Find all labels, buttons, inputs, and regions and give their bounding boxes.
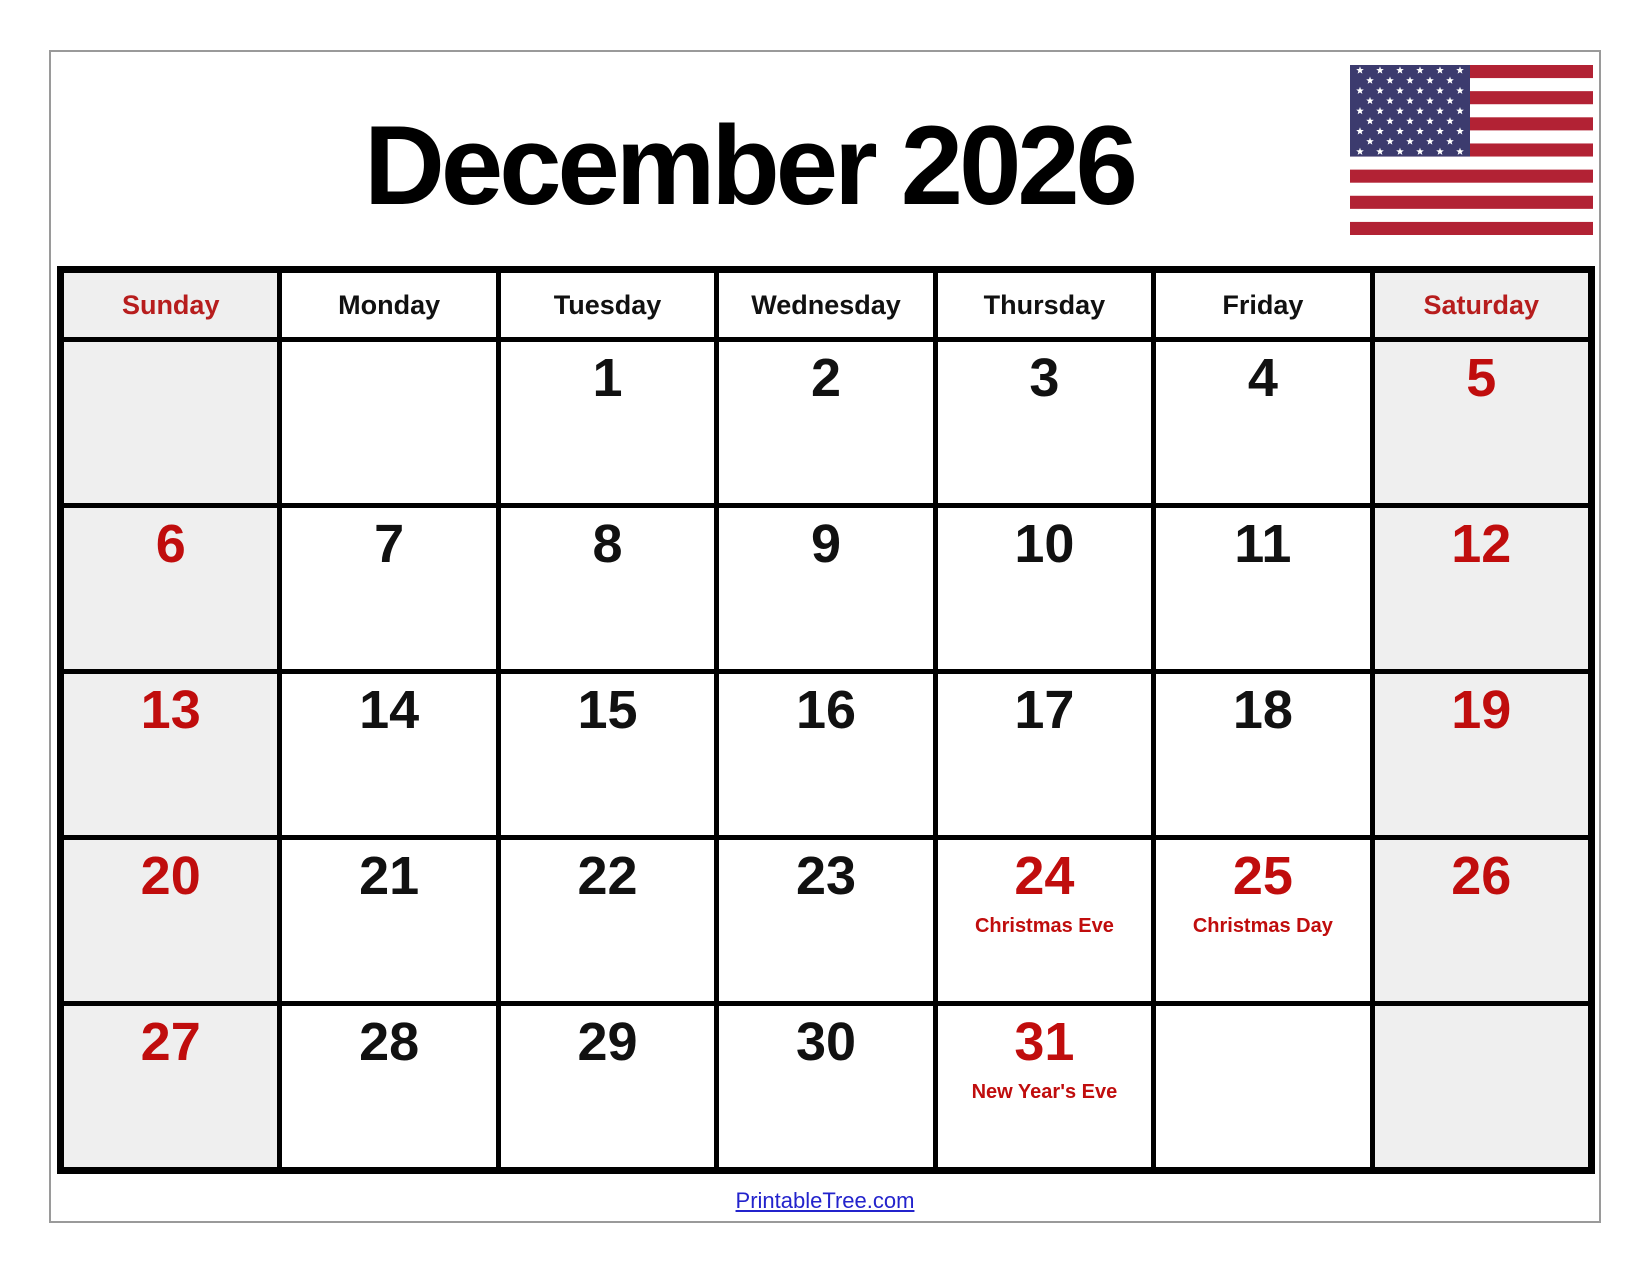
date-number: 12 bbox=[1451, 514, 1512, 574]
calendar-grid bbox=[57, 266, 1595, 1174]
date-number: 4 bbox=[1247, 348, 1278, 408]
weekday-header-monday bbox=[282, 273, 495, 337]
date-number: 7 bbox=[374, 514, 405, 574]
calendar-cell-11 bbox=[1156, 508, 1369, 669]
calendar-cell-10 bbox=[938, 508, 1151, 669]
calendar-cell-6 bbox=[64, 508, 277, 669]
weekday-header-tuesday bbox=[501, 273, 714, 337]
date-number: 23 bbox=[795, 846, 857, 906]
calendar-cell-28 bbox=[282, 1006, 495, 1167]
printabletree-link[interactable]: PrintableTree.com bbox=[735, 1188, 915, 1213]
weekday-header-wednesday bbox=[719, 273, 932, 337]
weekday-header-saturday bbox=[1375, 273, 1588, 337]
weekday-header-label: Tuesday bbox=[553, 289, 662, 320]
date-number: 21 bbox=[359, 846, 420, 906]
date-number: 25 bbox=[1232, 846, 1293, 906]
date-number: 22 bbox=[577, 846, 638, 906]
date-number: 6 bbox=[155, 514, 186, 574]
calendar-cell-20 bbox=[64, 840, 277, 1001]
date-number: 26 bbox=[1451, 846, 1512, 906]
weekday-header-thursday bbox=[938, 273, 1151, 337]
date-number: 27 bbox=[140, 1012, 201, 1072]
date-number: 9 bbox=[810, 514, 842, 574]
calendar-cell-5 bbox=[1375, 342, 1588, 503]
footer bbox=[51, 1188, 1599, 1214]
date-number: 8 bbox=[592, 514, 623, 574]
calendar-cell-24 bbox=[938, 840, 1151, 1001]
calendar-cell-16 bbox=[719, 674, 932, 835]
date-number: 10 bbox=[1014, 514, 1075, 574]
date-number: 16 bbox=[795, 680, 857, 740]
weekday-header-label: Monday bbox=[338, 289, 441, 320]
weekday-header-label: Sunday bbox=[121, 289, 220, 320]
calendar-cell-3 bbox=[938, 342, 1151, 503]
holiday-label: Christmas Day bbox=[1192, 914, 1333, 937]
calendar-cell-empty bbox=[282, 342, 495, 503]
weekday-header-label: Friday bbox=[1222, 289, 1304, 320]
date-number: 30 bbox=[795, 1012, 857, 1072]
calendar-cell-17 bbox=[938, 674, 1151, 835]
calendar-cell-2 bbox=[719, 342, 932, 503]
calendar-cell-21 bbox=[282, 840, 495, 1001]
calendar-cell-14 bbox=[282, 674, 495, 835]
holiday-label: Christmas Eve bbox=[974, 914, 1114, 937]
calendar-cell-23 bbox=[719, 840, 932, 1001]
calendar-cell-30 bbox=[719, 1006, 932, 1167]
date-number: 17 bbox=[1014, 680, 1075, 740]
calendar-cell-26 bbox=[1375, 840, 1588, 1001]
date-number: 31 bbox=[1014, 1012, 1075, 1072]
calendar-cell-13 bbox=[64, 674, 277, 835]
calendar-cell-27 bbox=[64, 1006, 277, 1167]
date-number: 11 bbox=[1234, 514, 1292, 574]
calendar-cell-22 bbox=[501, 840, 714, 1001]
page-title: December 2026 bbox=[364, 103, 1134, 228]
date-number: 5 bbox=[1466, 348, 1497, 408]
calendar-cell-18 bbox=[1156, 674, 1369, 835]
calendar-cell-7 bbox=[282, 508, 495, 669]
date-number: 24 bbox=[1014, 846, 1075, 906]
calendar-cell-empty bbox=[1375, 1006, 1588, 1167]
weekday-header-label: Wednesday bbox=[751, 289, 901, 320]
calendar-cell-31 bbox=[938, 1006, 1151, 1167]
date-number: 13 bbox=[140, 680, 201, 740]
calendar-cell-8 bbox=[501, 508, 714, 669]
date-number: 3 bbox=[1029, 348, 1060, 408]
weekday-header-label: Thursday bbox=[983, 289, 1106, 320]
date-number: 18 bbox=[1232, 680, 1293, 740]
calendar-cell-15 bbox=[501, 674, 714, 835]
date-number: 2 bbox=[810, 348, 842, 408]
date-number: 19 bbox=[1451, 680, 1512, 740]
weekday-header-label: Saturday bbox=[1423, 289, 1540, 320]
calendar-cell-19 bbox=[1375, 674, 1588, 835]
date-number: 20 bbox=[140, 846, 201, 906]
calendar-cell-1 bbox=[501, 342, 714, 503]
calendar-cell-4 bbox=[1156, 342, 1369, 503]
calendar-cell-29 bbox=[501, 1006, 714, 1167]
date-number: 28 bbox=[359, 1012, 420, 1072]
date-number: 1 bbox=[592, 348, 623, 408]
calendar-cell-12 bbox=[1375, 508, 1588, 669]
calendar-cell-9 bbox=[719, 508, 932, 669]
calendar-page bbox=[49, 50, 1601, 1223]
date-number: 29 bbox=[577, 1012, 638, 1072]
date-number: 15 bbox=[577, 680, 638, 740]
calendar-cell-empty bbox=[64, 342, 277, 503]
weekday-header-friday bbox=[1156, 273, 1369, 337]
holiday-label: New Year's Eve bbox=[971, 1080, 1118, 1103]
calendar-cell-empty bbox=[1156, 1006, 1369, 1167]
calendar-cell-25 bbox=[1156, 840, 1369, 1001]
us-flag-icon bbox=[1350, 65, 1593, 235]
weekday-header-sunday bbox=[64, 273, 277, 337]
date-number: 14 bbox=[359, 680, 420, 740]
